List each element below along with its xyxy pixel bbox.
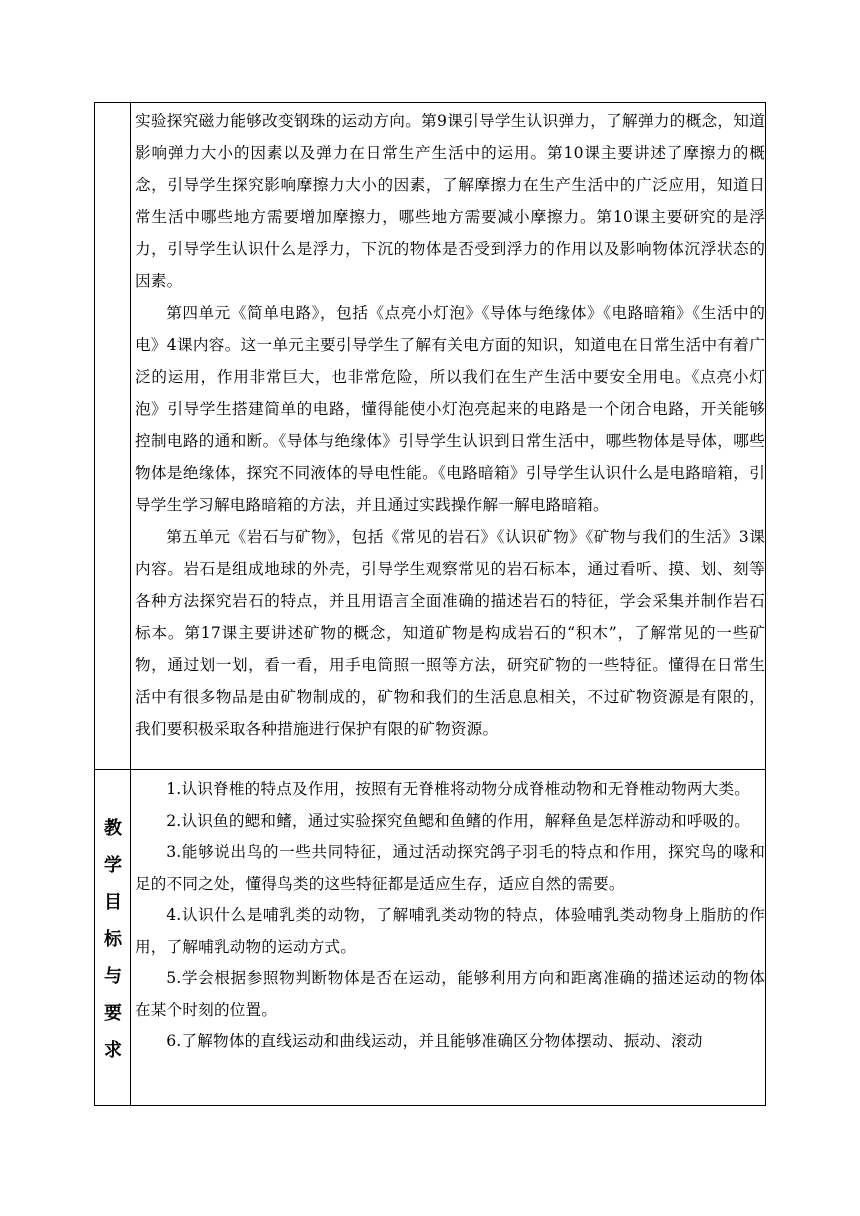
label-char: 求 xyxy=(104,1040,122,1061)
goal-item: 3.能够说出鸟的一些共同特征，通过活动探究鸽子羽毛的特点和作用，探究鸟的喙和足的不同之处，懂得鸟类的这些特征都是适应生存，适应自然的需要。 xyxy=(135,843,765,893)
empty-label-cell xyxy=(95,103,131,769)
goal-item: 2.认识鱼的鳃和鳍，通过实验探究鱼鳃和鱼鳍的作用，解释鱼是怎样游动和呼吸的。 xyxy=(166,811,751,830)
goal-item: 1.认识脊椎的特点及作用，按照有无脊椎将动物分成脊椎动物和无脊椎动物两大类。 xyxy=(166,780,751,798)
content-cell xyxy=(131,103,765,769)
table-row-goals xyxy=(95,769,765,1105)
table-row-content xyxy=(95,103,765,769)
goals-label-cell xyxy=(95,770,131,1105)
goal-item: 6.了解物体的直线运动和曲线运动，并且能够准确区分物体摆动、振动、滚动 xyxy=(166,1032,703,1050)
paragraph-unit3-continued: 实验探究磁力能够改变钢珠的运动方向。第9课引导学生认识弹力，了解弹力的概念，知道影响弹力大小的因素以及弹力在日常生产生活中的运用。第10课主要讲述了摩擦力的概念，引导学生探究影响摩擦力大小的因素，了解摩擦力在生产生活中的广泛应用，知道日常生活中哪些地方需要增加摩擦力，哪些地方需要减小摩擦力。第10课主要研究的是浮力，引导学生认识什么是浮力，下沉的物体是否受到浮力的作用以及影响物体沉浮状态的因素。 xyxy=(135,112,765,290)
goals-content-cell xyxy=(131,770,765,1105)
goals-vertical-label xyxy=(95,810,131,1069)
label-char: 与 xyxy=(104,966,122,987)
paragraph-unit5: 第五单元《岩石与矿物》，包括《常见的岩石》《认识矿物》《矿物与我们的生活》3课内容。岩石是组成地球的外壳，引导学生观察常见的岩石标本，通过看听、摸、划、刻等各种方法探究岩石的特点，并且用语言全面准确的描述岩石的特征，学会采集并制作岩石标本。第17课主要讲述矿物的概念，知道矿物是构成岩石的“积木”，了解常见的一些矿物，通过划一划，看一看，用手电筒照一照等方法，研究矿物的一些特征。懂得在日常生活中有很多物品是由矿物制成的，矿物和我们的生活息息相关，不过矿物资源是有限的，我们要积极采取各种措施进行保护有限的矿物资源。 xyxy=(135,528,765,738)
goal-item: 5.学会根据参照物判断物体是否在运动，能够利用方向和距离准确的描述运动的物体在某个时刻的位置。 xyxy=(135,969,765,1019)
label-char: 学 xyxy=(104,855,122,876)
paragraph-unit4: 第四单元《简单电路》，包括《点亮小灯泡》《导体与绝缘体》《电路暗箱》《生活中的电》4课内容。这一单元主要引导学生了解有关电方面的知识，知道电在日常生活中有着广泛的运用，作用非常巨大，也非常危险，所以我们在生产生活中要安全用电。《点亮小灯泡》引导学生搭建简单的电路，懂得能使小灯泡亮起来的电路是一个闭合电路，开关能够控制电路的通和断。《导体与绝缘体》引导学生认识到日常生活中，哪些物体是导体，哪些物体是绝缘体，探究不同液体的导电性能。《电路暗箱》引导学生认识什么是电路暗箱，引导学生学习解电路暗箱的方法，并且通过实践操作解一解电路暗箱。 xyxy=(135,304,765,514)
label-char: 教 xyxy=(104,818,122,839)
label-char: 目 xyxy=(104,892,122,913)
label-char: 要 xyxy=(104,1003,122,1024)
label-char: 标 xyxy=(104,929,122,950)
goal-item: 4.认识什么是哺乳类的动物，了解哺乳类动物的特点，体验哺乳类动物身上脂肪的作用，了解哺乳动物的运动方式。 xyxy=(135,906,765,956)
content-table xyxy=(94,102,766,1106)
